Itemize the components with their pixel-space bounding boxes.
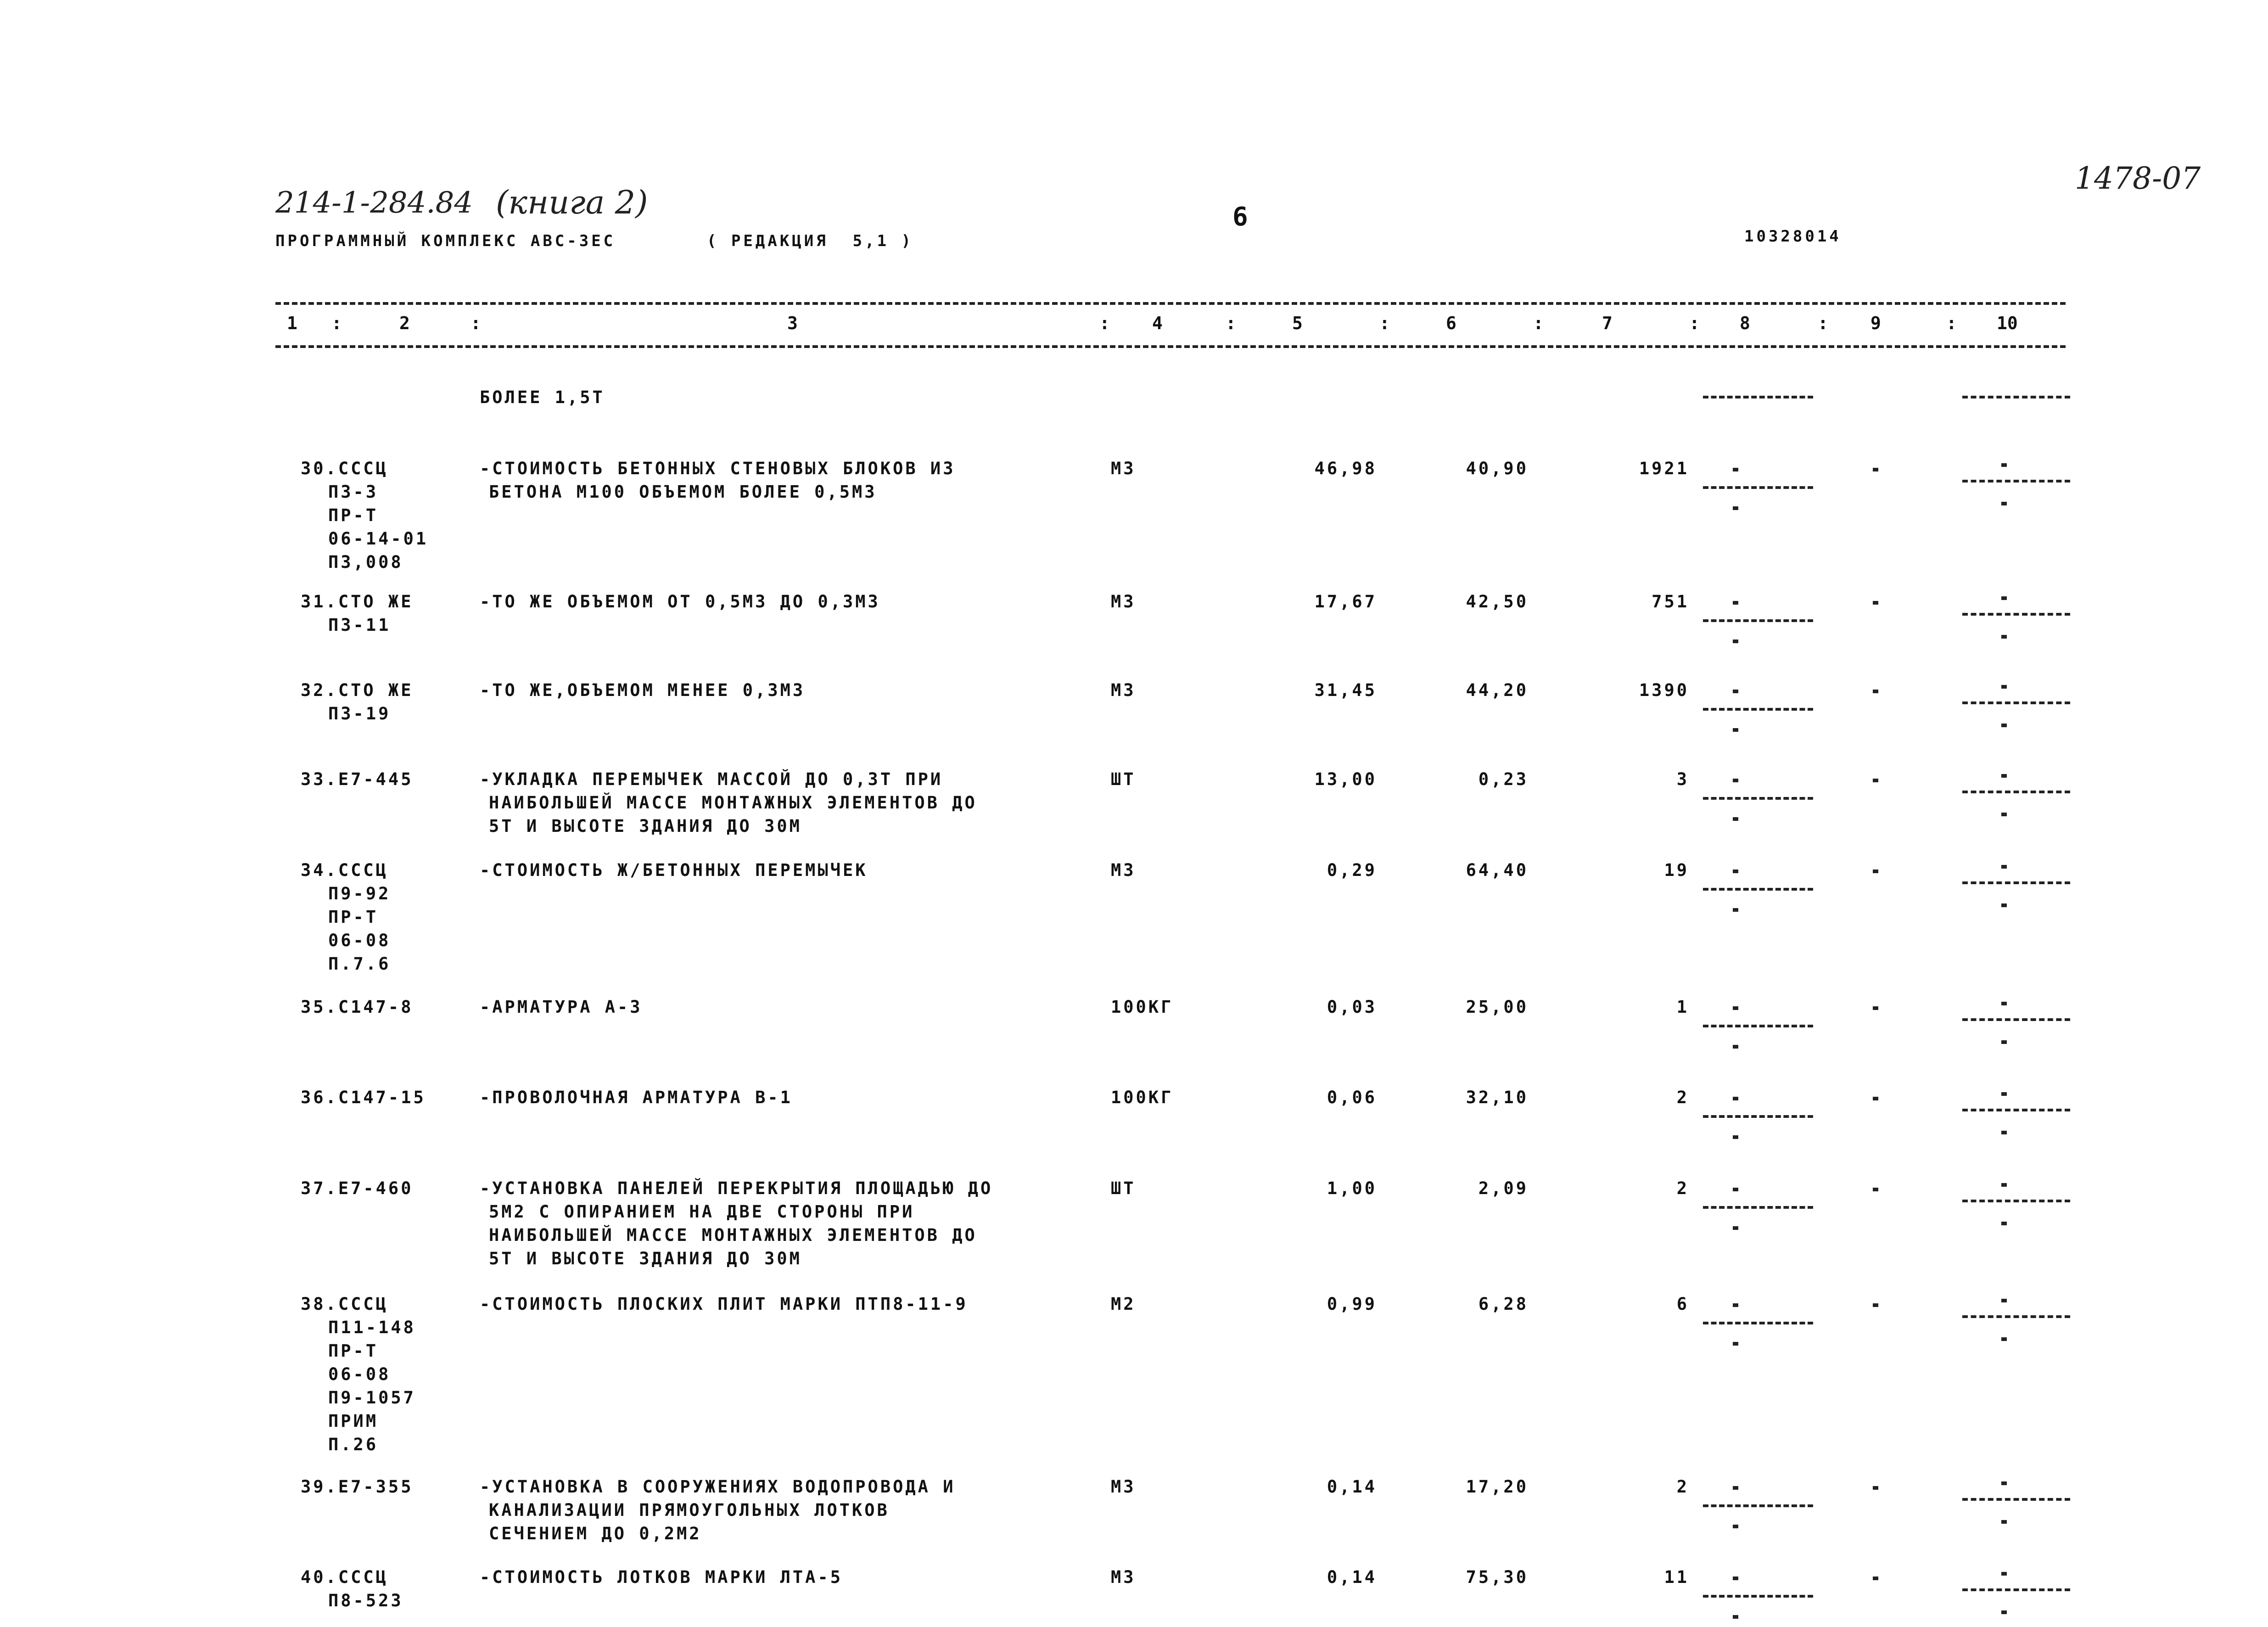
- item-unit-price: 17,20: [1466, 1477, 1529, 1497]
- column-10-dot-mark: [2001, 724, 2007, 727]
- column-number: 5: [1292, 313, 1303, 333]
- column-9-dot-mark: [1873, 601, 1878, 605]
- item-unit: М3: [1111, 860, 1136, 880]
- item-code-line: 37.Е7-460: [301, 1178, 414, 1198]
- column-10-dot-mark: [2001, 1002, 2007, 1005]
- column-8-dot-mark: [1733, 1097, 1738, 1100]
- item-description: [480, 995, 643, 1019]
- column-8-dash-mark: [1703, 486, 1813, 489]
- column-number: 9: [1870, 313, 1881, 333]
- column-8-dot-mark: [1733, 1135, 1738, 1139]
- column-8-dash-mark: [1703, 888, 1813, 891]
- column-10-dot-mark: [2001, 774, 2007, 778]
- program-label: ПРОГРАММНЫЙ КОМПЛЕКС АВС-3ЕС: [275, 232, 616, 250]
- header-rule-top: [275, 302, 2066, 305]
- item-code-line: ПР-Т: [328, 1341, 379, 1361]
- item-total: 1921: [1639, 459, 1689, 478]
- column-8-dash-mark: [1703, 1595, 1813, 1598]
- column-9-dot-mark: [1873, 690, 1878, 693]
- column-10-dash-mark: [1962, 396, 2070, 398]
- column-8-dash-mark: [1703, 396, 1813, 398]
- item-total: 11: [1664, 1567, 1689, 1587]
- column-10-dot-mark: [2001, 903, 2007, 907]
- item-code: [301, 590, 413, 637]
- column-number: 1: [287, 313, 297, 333]
- edition-label: ( РЕДАКЦИЯ 5,1 ): [707, 232, 913, 250]
- column-9-dot-mark: [1873, 779, 1878, 782]
- column-9-dot-mark: [1873, 1097, 1878, 1100]
- column-8-dot-mark: [1733, 601, 1738, 605]
- item-unit-price: 2,09: [1478, 1178, 1529, 1198]
- item-unit: М3: [1111, 680, 1136, 700]
- item-total: 751: [1652, 592, 1689, 612]
- item-code-line: П11-148: [328, 1318, 416, 1337]
- column-divider: :: [1099, 313, 1110, 333]
- item-code: [301, 858, 391, 976]
- item-description-line: -СТОИМОСТЬ БЕТОННЫХ СТЕНОВЫХ БЛОКОВ ИЗ: [480, 459, 956, 478]
- item-code-line: ПР-Т: [328, 505, 379, 525]
- item-unit-price: 25,00: [1466, 997, 1529, 1017]
- column-8-dot-mark: [1733, 817, 1738, 821]
- column-9-dot-mark: [1873, 1486, 1878, 1490]
- item-description: [480, 590, 880, 613]
- item-unit-price: 44,20: [1466, 680, 1529, 700]
- item-description-line: -ПРОВОЛОЧНАЯ АРМАТУРА В-1: [480, 1088, 793, 1107]
- column-8-dot-mark: [1733, 728, 1738, 732]
- column-10-dot-mark: [2001, 502, 2007, 505]
- item-quantity: 17,67: [1314, 592, 1377, 612]
- item-code-line: 39.Е7-355: [301, 1477, 414, 1497]
- item-description-line: -СТОИМОСТЬ ПЛОСКИХ ПЛИТ МАРКИ ПТП8-11-9: [480, 1294, 968, 1314]
- item-unit-price: 0,23: [1478, 769, 1529, 789]
- column-10-dot-mark: [2001, 1092, 2007, 1096]
- column-divider: :: [1818, 313, 1828, 333]
- item-quantity: 0,06: [1327, 1088, 1377, 1107]
- column-10-dot-mark: [2001, 865, 2007, 869]
- column-9-dot-mark: [1873, 870, 1878, 873]
- item-description-line: 5М2 С ОПИРАНИЕМ НА ДВЕ СТОРОНЫ ПРИ: [489, 1202, 915, 1222]
- item-total: 19: [1664, 860, 1689, 880]
- column-10-dash-mark: [1962, 1588, 2070, 1591]
- item-quantity: 0,03: [1327, 997, 1377, 1017]
- column-10-dash-mark: [1962, 1315, 2070, 1318]
- item-code-line: ПР-Т: [328, 907, 379, 927]
- item-description-line: -УСТАНОВКА В СООРУЖЕНИЯХ ВОДОПРОВОДА И: [480, 1477, 956, 1497]
- item-description: [480, 1177, 993, 1270]
- item-unit-price: 75,30: [1466, 1567, 1529, 1587]
- column-8-dot-mark: [1733, 1303, 1738, 1307]
- item-code-line: П3,008: [328, 552, 403, 572]
- item-quantity: 1,00: [1327, 1178, 1377, 1198]
- item-code-line: 33.Е7-445: [301, 769, 414, 789]
- item-code: [301, 457, 428, 574]
- column-10-dash-mark: [1962, 480, 2070, 482]
- column-8-dot-mark: [1733, 1342, 1738, 1346]
- column-10-dash-mark: [1962, 701, 2070, 704]
- column-8-dash-mark: [1703, 1322, 1813, 1324]
- column-8-dot-mark: [1733, 1577, 1738, 1580]
- item-code-line: 06-08: [328, 1364, 391, 1384]
- item-unit-price: 32,10: [1466, 1088, 1529, 1107]
- item-unit: М3: [1111, 592, 1136, 612]
- item-total: 6: [1676, 1294, 1689, 1314]
- item-description-line: -УСТАНОВКА ПАНЕЛЕЙ ПЕРЕКРЫТИЯ ПЛОЩАДЬЮ ДО: [480, 1178, 993, 1198]
- item-code-line: П3-11: [328, 615, 391, 635]
- item-description-line: КАНАЛИЗАЦИИ ПРЯМОУГОЛЬНЫХ ЛОТКОВ: [489, 1500, 890, 1520]
- column-8-dash-mark: [1703, 1206, 1813, 1209]
- column-number: 8: [1740, 313, 1750, 333]
- item-code-line: 31.СТО ЖЕ: [301, 592, 414, 612]
- item-code-line: 36.С147-15: [301, 1088, 426, 1107]
- item-description: [480, 1086, 793, 1109]
- column-10-dash-mark: [1962, 1498, 2070, 1501]
- handwritten-corner-number: 1478-07: [2075, 161, 2201, 196]
- column-8-dash-mark: [1703, 797, 1813, 800]
- continuation-text: БОЛЕЕ 1,5Т: [480, 387, 605, 407]
- item-unit: 100КГ: [1111, 997, 1174, 1017]
- item-description: [480, 1565, 843, 1589]
- item-quantity: 0,29: [1327, 860, 1377, 880]
- item-total: 2: [1676, 1477, 1689, 1497]
- item-description-line: БЕТОНА М100 ОБЪЕМОМ БОЛЕЕ 0,5М3: [489, 482, 877, 502]
- item-unit-price: 40,90: [1466, 459, 1529, 478]
- item-unit-price: 64,40: [1466, 860, 1529, 880]
- item-unit-price: 6,28: [1478, 1294, 1529, 1314]
- column-10-dot-mark: [2001, 1222, 2007, 1225]
- column-8-dot-mark: [1733, 1525, 1738, 1528]
- item-code: [301, 1475, 413, 1498]
- column-10-dot-mark: [2001, 1131, 2007, 1134]
- item-code-line: П8-523: [328, 1591, 403, 1610]
- column-8-dash-mark: [1703, 619, 1813, 622]
- item-description-line: -СТОИМОСТЬ Ж/БЕТОННЫХ ПЕРЕМЫЧЕК: [480, 860, 868, 880]
- item-code-line: 06-08: [328, 931, 391, 950]
- column-8-dot-mark: [1733, 870, 1738, 873]
- item-total: 3: [1676, 769, 1689, 789]
- column-8-dot-mark: [1733, 908, 1738, 912]
- item-description-line: 5Т И ВЫСОТЕ ЗДАНИЯ ДО 30М: [489, 1249, 802, 1268]
- column-10-dot-mark: [2001, 1610, 2007, 1614]
- column-8-dash-mark: [1703, 708, 1813, 711]
- column-8-dot-mark: [1733, 1006, 1738, 1010]
- column-divider: :: [470, 313, 481, 333]
- column-divider: :: [331, 313, 342, 333]
- column-9-dot-mark: [1873, 468, 1878, 471]
- column-number: 10: [1997, 313, 2018, 333]
- item-description: [480, 768, 977, 838]
- column-8-dash-mark: [1703, 1025, 1813, 1027]
- column-divider: :: [1946, 313, 1957, 333]
- item-total: 1390: [1639, 680, 1689, 700]
- item-code-line: 06-14-01: [328, 529, 429, 549]
- column-8-dot-mark: [1733, 690, 1738, 693]
- column-10-dot-mark: [2001, 463, 2007, 467]
- column-10-dash-mark: [1962, 1018, 2070, 1021]
- item-code-line: П.7.6: [328, 954, 391, 974]
- item-total: 2: [1676, 1178, 1689, 1198]
- doc-code: 10328014: [1744, 227, 1842, 246]
- item-total: 1: [1676, 997, 1689, 1017]
- column-10-dash-mark: [1962, 1200, 2070, 1202]
- column-9-dot-mark: [1873, 1303, 1878, 1307]
- item-code-line: П9-92: [328, 884, 391, 903]
- column-8-dot-mark: [1733, 506, 1738, 510]
- column-number: 7: [1602, 313, 1613, 333]
- item-description-line: -АРМАТУРА А-3: [480, 997, 643, 1017]
- column-10-dash-mark: [1962, 791, 2070, 793]
- column-8-dot-mark: [1733, 1188, 1738, 1191]
- column-8-dot-mark: [1733, 640, 1738, 643]
- item-code-line: ПРИМ: [328, 1411, 379, 1431]
- item-code-line: 34.СССЦ: [301, 860, 388, 880]
- item-quantity: 13,00: [1314, 769, 1377, 789]
- item-code-line: П.26: [328, 1435, 379, 1454]
- column-10-dash-mark: [1962, 881, 2070, 884]
- handwritten-book-label: (книга 2): [496, 184, 648, 221]
- item-code: [301, 679, 413, 725]
- item-description: [480, 457, 955, 504]
- item-code-line: 40.СССЦ: [301, 1567, 388, 1587]
- column-10-dot-mark: [2001, 1520, 2007, 1524]
- item-unit-price: 42,50: [1466, 592, 1529, 612]
- item-quantity: 0,99: [1327, 1294, 1377, 1314]
- item-description: [480, 679, 805, 702]
- item-code: [301, 1565, 403, 1612]
- column-number: 4: [1152, 313, 1163, 333]
- item-code-line: 30.СССЦ: [301, 459, 388, 478]
- column-10-dot-mark: [2001, 1040, 2007, 1044]
- item-code: [301, 1177, 413, 1200]
- column-8-dot-mark: [1733, 1615, 1738, 1619]
- item-unit: М3: [1111, 1477, 1136, 1497]
- column-10-dot-mark: [2001, 1299, 2007, 1302]
- item-description: [480, 858, 868, 882]
- item-code-line: 35.С147-8: [301, 997, 414, 1017]
- item-description: [480, 1292, 968, 1316]
- item-code-line: П3-19: [328, 704, 391, 724]
- item-unit: М3: [1111, 459, 1136, 478]
- item-description-line: -ТО ЖЕ,ОБЪЕМОМ МЕНЕЕ 0,3М3: [480, 680, 806, 700]
- item-description: [480, 1475, 955, 1545]
- column-number: 6: [1446, 313, 1456, 333]
- item-code: [301, 1292, 416, 1456]
- column-10-dot-mark: [2001, 596, 2007, 600]
- column-8-dot-mark: [1733, 468, 1738, 471]
- item-code-line: П9-1057: [328, 1388, 416, 1408]
- item-unit: М3: [1111, 1567, 1136, 1587]
- column-9-dot-mark: [1873, 1188, 1878, 1191]
- column-number: 2: [399, 313, 410, 333]
- column-10-dash-mark: [1962, 613, 2070, 616]
- item-code-line: П3-3: [328, 482, 379, 502]
- item-code: [301, 768, 413, 791]
- item-description-line: НАИБОЛЬШЕЙ МАССЕ МОНТАЖНЫХ ЭЛЕМЕНТОВ ДО: [489, 1225, 977, 1245]
- column-10-dot-mark: [2001, 1337, 2007, 1341]
- column-10-dot-mark: [2001, 1572, 2007, 1576]
- column-8-dot-mark: [1733, 1045, 1738, 1049]
- column-8-dot-mark: [1733, 1226, 1738, 1230]
- header-rule-bottom: [275, 345, 2066, 348]
- item-description-line: -ТО ЖЕ ОБЪЕМОМ ОТ 0,5М3 ДО 0,3М3: [480, 592, 880, 612]
- item-quantity: 46,98: [1314, 459, 1377, 478]
- column-8-dot-mark: [1733, 779, 1738, 782]
- column-10-dot-mark: [2001, 813, 2007, 816]
- column-10-dash-mark: [1962, 1109, 2070, 1111]
- handwritten-doc-number: 214-1-284.84: [275, 186, 473, 220]
- column-9-dot-mark: [1873, 1577, 1878, 1580]
- item-total: 2: [1676, 1088, 1689, 1107]
- item-description-line: НАИБОЛЬШЕЙ МАССЕ МОНТАЖНЫХ ЭЛЕМЕНТОВ ДО: [489, 793, 977, 813]
- item-description-line: СЕЧЕНИЕМ ДО 0,2М2: [489, 1524, 702, 1543]
- item-description-line: -УКЛАДКА ПЕРЕМЫЧЕК МАССОЙ ДО 0,3Т ПРИ: [480, 769, 943, 789]
- item-description-line: -СТОИМОСТЬ ЛОТКОВ МАРКИ ЛТА-5: [480, 1567, 843, 1587]
- item-quantity: 0,14: [1327, 1477, 1377, 1497]
- item-unit: ШТ: [1111, 769, 1136, 789]
- column-divider: :: [1533, 313, 1544, 333]
- item-quantity: 0,14: [1327, 1567, 1377, 1587]
- item-code-line: 32.СТО ЖЕ: [301, 680, 414, 700]
- item-description-line: 5Т И ВЫСОТЕ ЗДАНИЯ ДО 30М: [489, 816, 802, 836]
- column-number: 3: [787, 313, 798, 333]
- column-9-dot-mark: [1873, 1006, 1878, 1010]
- column-10-dot-mark: [2001, 1481, 2007, 1485]
- column-divider: :: [1379, 313, 1390, 333]
- page-number: 6: [1232, 202, 1248, 232]
- item-code: [301, 995, 413, 1019]
- item-code: [301, 1086, 426, 1109]
- column-8-dash-mark: [1703, 1115, 1813, 1118]
- column-10-dot-mark: [2001, 635, 2007, 639]
- column-8-dot-mark: [1733, 1486, 1738, 1490]
- column-10-dot-mark: [2001, 1183, 2007, 1187]
- column-divider: :: [1689, 313, 1700, 333]
- item-quantity: 31,45: [1314, 680, 1377, 700]
- item-unit: ШТ: [1111, 1178, 1136, 1198]
- column-divider: :: [1226, 313, 1236, 333]
- item-unit: 100КГ: [1111, 1088, 1174, 1107]
- item-unit: М2: [1111, 1294, 1136, 1314]
- item-code-line: 38.СССЦ: [301, 1294, 388, 1314]
- column-10-dot-mark: [2001, 685, 2007, 689]
- column-8-dash-mark: [1703, 1504, 1813, 1507]
